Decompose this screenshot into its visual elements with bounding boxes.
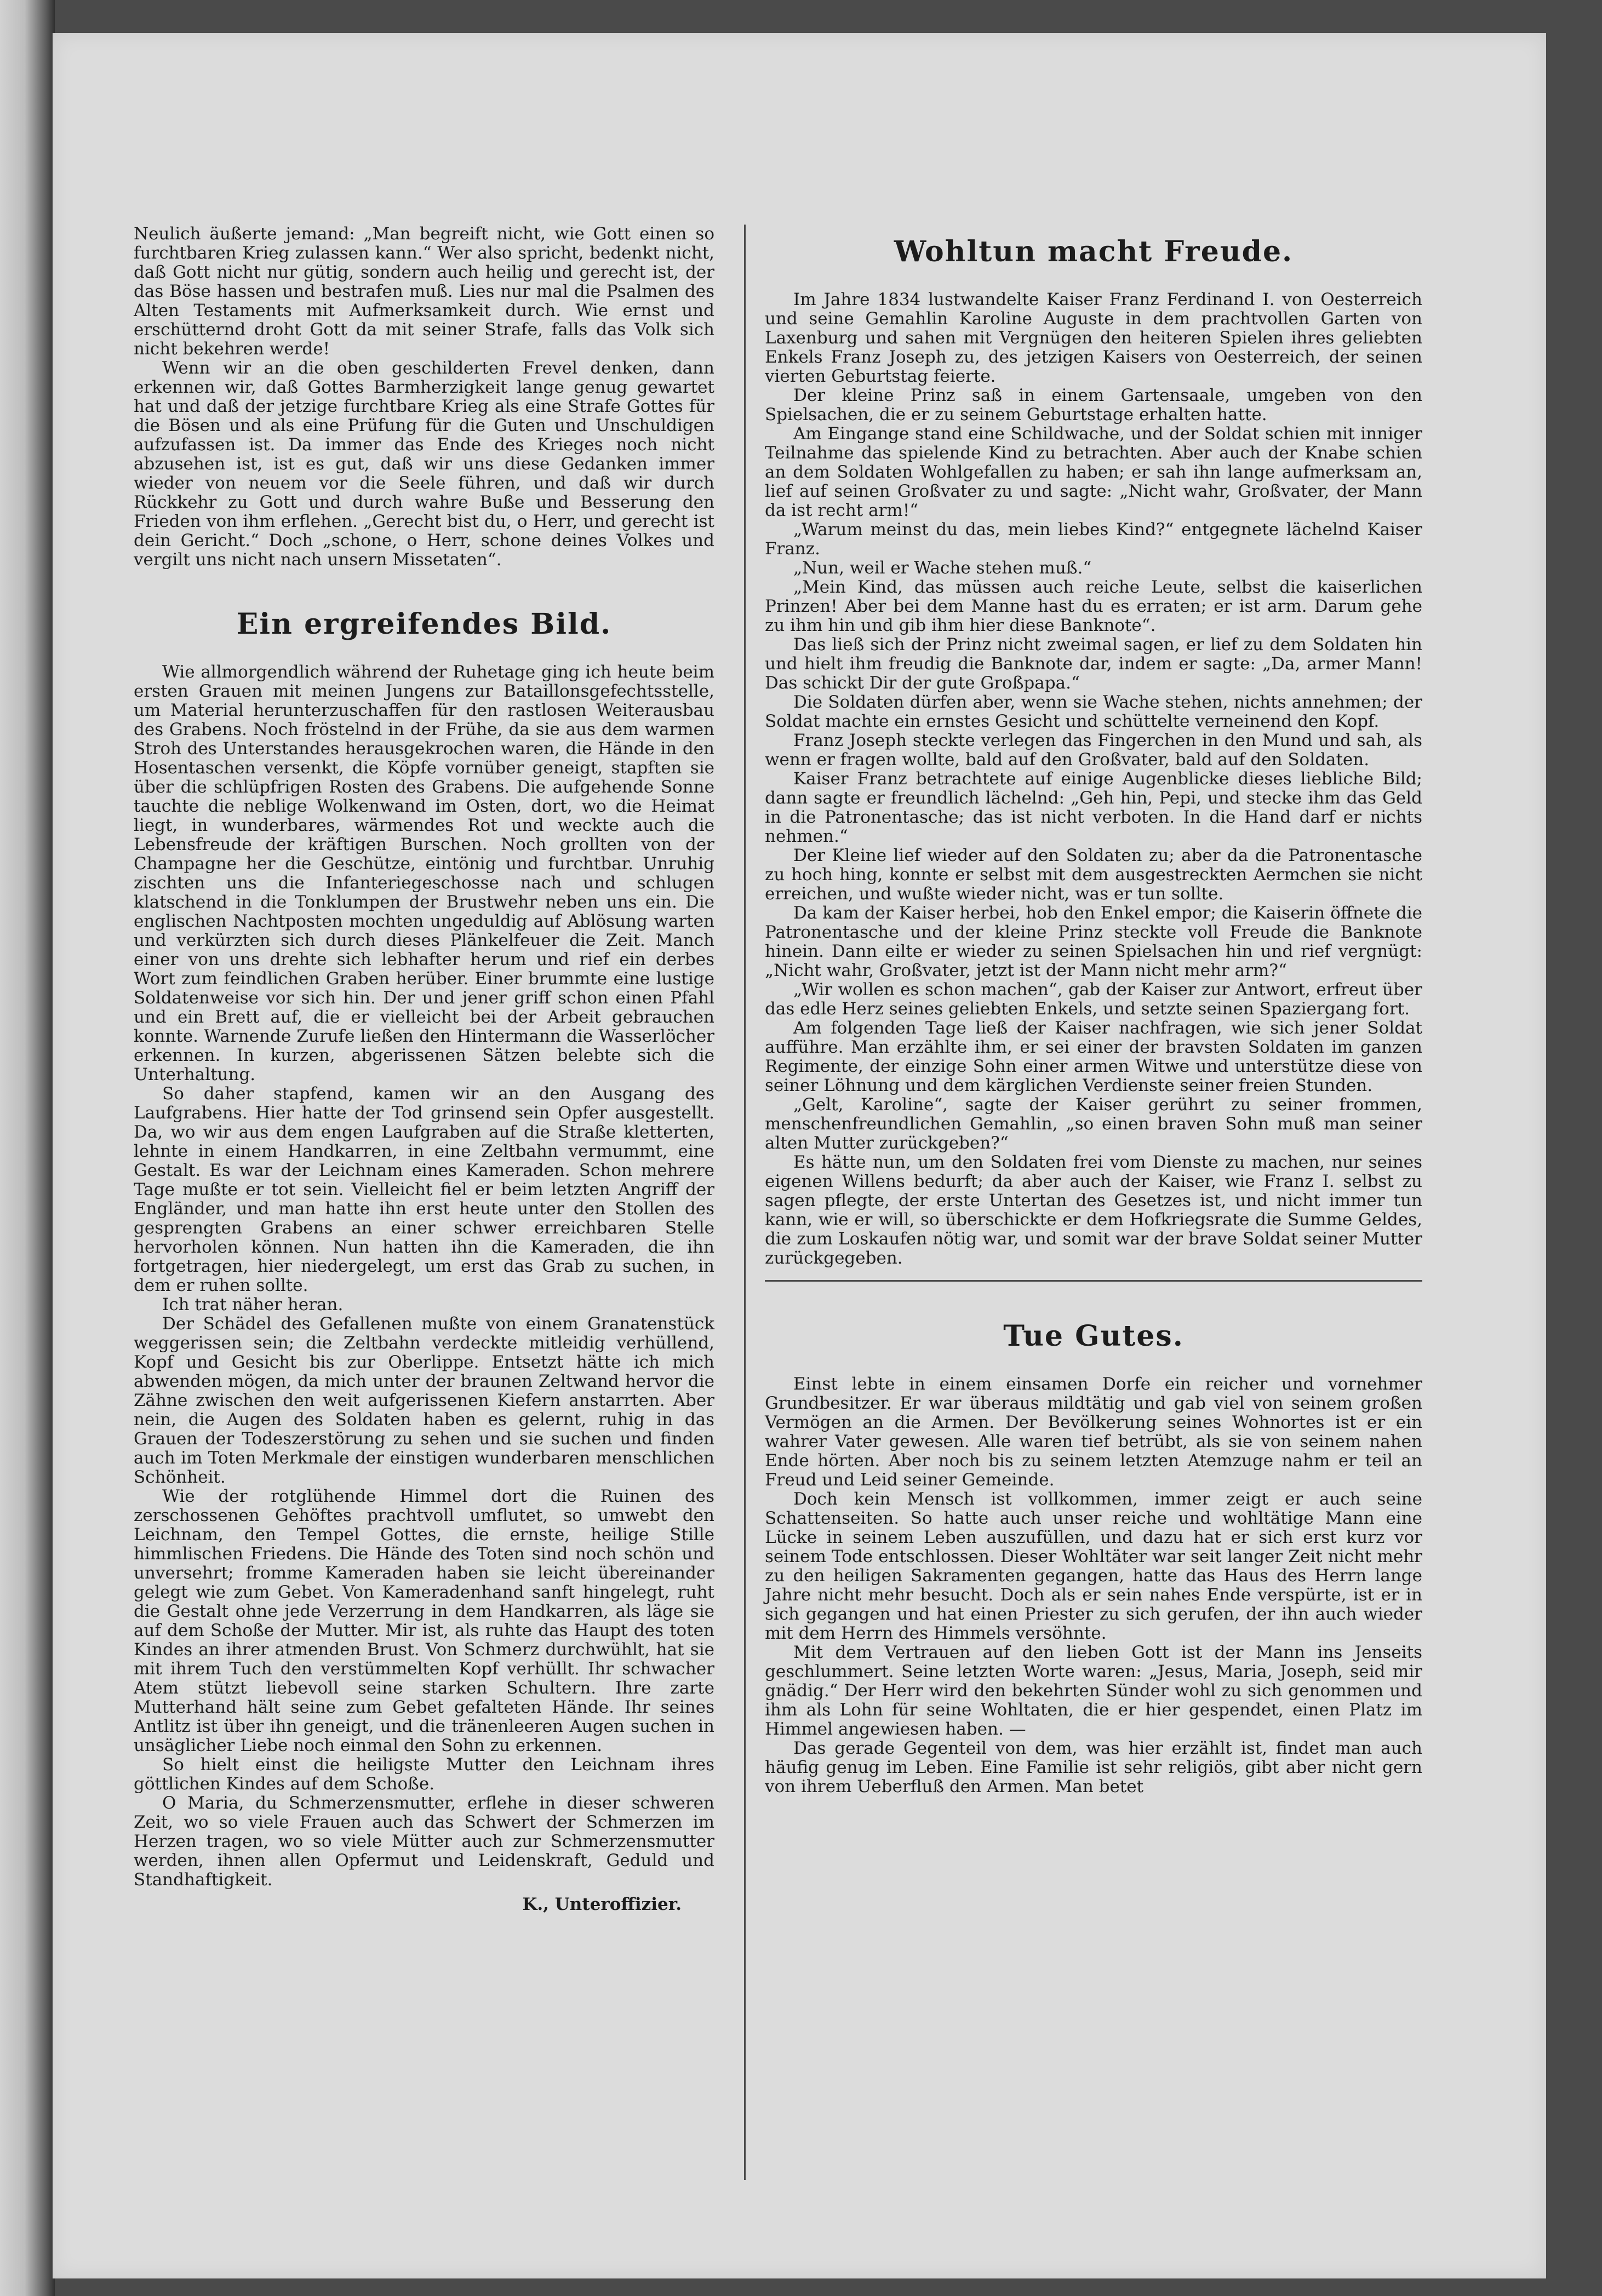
article-paragraph: Am Eingange stand eine Schildwache, und der Soldat schien mit inniger Teilnahme das spielende Kind zu betrachten. Aber auch der Knabe schien an dem Soldaten Wohlgefallen zu haben; er sah ihn lange aufmerksam an, lief auf seinen Großvater zu und sagte: „Nicht wahr, Großvater, der Mann da ist recht arm!“ <box>765 424 1422 520</box>
right-column <box>765 236 1422 1796</box>
article-paragraph: Das gerade Gegenteil von dem, was hier erzählt ist, findet man auch häufig genug im Leben. Eine Familie ist sehr religiös, gibt aber nicht gern von ihrem Ueberfluß den Armen. Man betet <box>765 1738 1422 1796</box>
column-divider <box>744 225 746 2180</box>
article-paragraph: „Nun, weil er Wache stehen muß.“ <box>793 558 1092 578</box>
author-signature: K., Unteroffizier. <box>522 1895 682 1914</box>
article-paragraph: Es hätte nun, um den Soldaten frei vom Dienste zu machen, nur seines eigenen Willens bedurft; da aber auch der Kaiser, wie Franz I. selbst zu sagen pflegte, der erste Untertan des Gesetzes ist, und nicht immer tun kann, wie er will, so überschickte er dem Hofkriegsrate die Summe Geldes, die zum Loskaufen nötig war, und somit war der brave Soldat seiner Mutter zurückgegeben. <box>765 1152 1422 1268</box>
left-column <box>134 225 714 1914</box>
article-paragraph: Am folgenden Tage ließ der Kaiser nachfragen, wie sich jener Soldat aufführe. Man erzählte ihm, er sei einer der bravsten Soldaten im ganzen Regimente, der einzige Sohn einer armen Witwe und unterstütze diese von seiner Löhnung und dem kärglichen Verdienste seiner freien Stunden. <box>765 1018 1422 1095</box>
article-paragraph: Die Soldaten dürfen aber, wenn sie Wache stehen, nichts annehmen; der Soldat machte ein ernstes Gesicht und schüttelte verneinend den Kopf. <box>765 692 1422 731</box>
article-heading-wohltun: Wohltun macht Freude. <box>894 235 1294 268</box>
article-paragraph: So hielt einst die heiligste Mutter den Leichnam ihres göttlichen Kindes auf dem Schoße. <box>134 1755 714 1794</box>
article-paragraph: Doch kein Mensch ist vollkommen, immer zeigt er auch seine Schattenseiten. So hatte auch unser reiche und wohltätige Mann eine Lücke in seinem Leben auszufüllen, und dazu hat er sich erst kurz vor seinem Tode entschlossen. Dieser Wohltäter war seit langer Zeit nicht mehr zu den heiligen Sakramenten gegangen, hatte das Haus des Herrn lange Jahre nicht mehr besucht. Doch als er sein nahes Ende verspürte, ist er in sich gegangen und hat einen Priester zu sich gerufen, der ihn auch wieder mit dem Herrn des Himmels versöhnte. <box>765 1489 1422 1643</box>
article-paragraph: Wie allmorgendlich während der Ruhetage ging ich heute beim ersten Grauen mit meinen Jungens zur Bataillonsgefechtsstelle, um Material herunterzuschaffen für den rastlosen Weiterausbau des Grabens. Noch fröstelnd in der Frühe, da sie aus dem warmen Stroh des Unterstandes herausgekrochen waren, die Hände in den Hosentaschen versenkt, die Köpfe vornüber geneigt, stapften sie über die schlüpfrigen Rosten des Grabens. Die aufgehende Sonne tauchte die neblige Wolkenwand im Osten, dort, wo die Heimat liegt, in wunderbares, wärmendes Rot und weckte auch die Lebensfreude der kräftigen Burschen. Noch grollten von der Champagne her die Geschütze, eintönig und furchtbar. Unruhig zischten uns die Infanteriegeschosse nach und schlugen klatschend in die Tonklumpen der Brustwehr neben uns ein. Die englischen Nachtposten mochten ungeduldig auf Ablösung warten und verkürzten sich durch dieses Plänkelfeuer die Zeit. Manch einer von uns drehte sich lebhafter herum und rief ein derbes Wort zum feindlichen Graben herüber. Einer brummte eine lustige Soldatenweise vor sich hin. Der und jener griff schon einen Pfahl und ein Brett auf, die er vielleicht bei der Arbeit gebrauchen konnte. Warnende Zurufe ließen den Hintermann die Wasserlöcher erkennen. In kurzen, abgerissenen Sätzen belebte sich die Unterhaltung. <box>134 662 714 1084</box>
article-paragraph: „Wir wollen es schon machen“, gab der Kaiser zur Antwort, erfreut über das edle Herz seines geliebten Enkels, und setzte seinen Spaziergang fort. <box>765 980 1422 1019</box>
previous-page-edge <box>0 0 55 2296</box>
article-paragraph: Im Jahre 1834 lustwandelte Kaiser Franz Ferdinand I. von Oesterreich und seine Gemahlin Karoline Auguste in dem prachtvollen Garten von Laxenburg und sahen mit Vergnügen den heiteren Spielen ihres geliebten Enkels Franz Joseph zu, des jetzigen Kaisers von Oesterreich, der seinen vierten Geburtstag feierte. <box>765 290 1422 386</box>
article-paragraph: So daher stapfend, kamen wir an den Ausgang des Laufgrabens. Hier hatte der Tod grinsend sein Opfer ausgestellt. Da, wo wir aus dem engen Laufgraben auf die Straße kletterten, lehnte in einem Handkarren, in eine Zeltbahn vermummt, eine Gestalt. Es war der Leichnam eines Kameraden. Schon mehrere Tage mußte er tot sein. Vielleicht fiel er beim letzten Angriff der Engländer, und man hatte ihn erst heute unter den Stollen des gesprengten Grabens an einer schwer erreichbaren Stelle hervorholen können. Nun hatten ihn die Kameraden, die ihn fortgetragen, hier niedergelegt, um erst das Grab zu suchen, in dem er ruhen sollte. <box>134 1084 714 1295</box>
article-paragraph: Da kam der Kaiser herbei, hob den Enkel empor; die Kaiserin öffnete die Patronentasche und der kleine Prinz steckte voll Freude die Banknote hinein. Dann eilte er wieder zu seinen Spielsachen hin und rief vergnügt: „Nicht wahr, Großvater, jetzt ist der Mann nicht mehr arm?“ <box>765 903 1422 980</box>
article-paragraph: Mit dem Vertrauen auf den lieben Gott ist der Mann ins Jenseits geschlummert. Seine letzten Worte waren: „Jesus, Maria, Joseph, seid mir gnädig.“ Der Herr wird den bekehrten Sünder wohl zu sich genommen und ihm als Lohn für seine Wohltaten, die er hier gespendet, einen Platz im Himmel angewiesen haben. — <box>765 1643 1422 1739</box>
article-paragraph: Kaiser Franz betrachtete auf einige Augenblicke dieses liebliche Bild; dann sagte er freundlich lächelnd: „Geh hin, Pepi, und stecke ihm das Geld in die Patronentasche; das ist nicht verboten. In die Hand darf er nichts nehmen.“ <box>765 769 1422 846</box>
article-paragraph: Franz Joseph steckte verlegen das Fingerchen in den Mund und sah, als wenn er fragen wollte, bald auf den Großvater, bald auf den Soldaten. <box>765 731 1422 770</box>
article-heading-tue-gutes: Tue Gutes. <box>1003 1319 1184 1353</box>
intro-paragraph: Wenn wir an die oben geschilderten Frevel denken, dann erkennen wir, daß Gottes Barmherzigkeit lange genug gewartet hat und daß der jetzige furchtbare Krieg als eine Strafe Gottes für die Bösen und als eine Prüfung für die Guten und Unschuldigen aufzufassen ist. Da immer das Ende des Krieges noch nicht abzusehen ist, ist es gut, daß wir uns diese Gedanken immer wieder von neuem vor die Seele führen, und daß wir durch Rückkehr zu Gott und durch wahre Buße und Besserung den Frieden von ihm erflehen. „Gerecht bist du, o Herr, und gerecht ist dein Gericht.“ Doch „schone, o Herr, schone deines Volkes und vergilt uns nicht nach unsern Missetaten“. <box>134 358 714 570</box>
section-rule <box>765 1280 1422 1282</box>
article-paragraph: Das ließ sich der Prinz nicht zweimal sagen, er lief zu dem Soldaten hin und hielt ihm freudig die Banknote dar, indem er sagte: „Da, armer Mann! Das schickt Dir der gute Großpapa.“ <box>765 635 1422 693</box>
article-paragraph: Der Kleine lief wieder auf den Soldaten zu; aber da die Patronentasche zu hoch hing, konnte er selbst mit dem ausgestreckten Aermchen sie nicht erreichen, und wußte wieder nicht, was er tun sollte. <box>765 846 1422 904</box>
article-paragraph: Der kleine Prinz saß in einem Gartensaale, umgeben von den Spielsachen, die er zu seinem Geburtstage erhalten hatte. <box>765 386 1422 424</box>
article-paragraph: Ich trat näher heran. <box>162 1295 344 1315</box>
article-paragraph: Wie der rotglühende Himmel dort die Ruinen des zerschossenen Gehöftes prachtvoll umflutet, so umwebt den Leichnam, den Tempel Gottes, die ernste, heilige Stille himmlischen Friedens. Die Hände des Toten sind noch schön und unversehrt; fromme Kameraden haben sie leicht übereinander gelegt wie zum Gebet. Von Kameradenhand sanft hingelegt, ruht die Gestalt ohne jede Verzerrung in dem Handkarren, als läge sie auf dem Schoße der Mutter. Mir ist, als ruhte das Haupt des toten Kindes an ihrer atmenden Brust. Von Schmerz durchwühlt, hat sie mit ihrem Tuch den verstümmelten Kopf verhüllt. Ihr schwacher Atem stützt liebevoll seine starken Schultern. Ihre zarte Mutterhand hält seine zum Gebet gefalteten Hände. Ihr seines Antlitz ist über ihn geneigt, und die tränenleeren Augen suchen in unsäglicher Liebe noch einmal den Sohn zu erkennen. <box>134 1486 714 1755</box>
article-paragraph: O Maria, du Schmerzensmutter, erflehe in dieser schweren Zeit, wo so viele Frauen auch das Schwert der Schmerzen im Herzen tragen, wo so viele Mütter auch zur Schmerzensmutter werden, ihnen allen Opfermut und Leidenskraft, Geduld und Standhaftigkeit. <box>134 1793 714 1890</box>
article-paragraph: „Gelt, Karoline“, sagte der Kaiser gerührt zu seiner frommen, menschenfreundlichen Gemahlin, „so einen braven Sohn muß man seiner alten Mutter zurückgeben?“ <box>765 1095 1422 1153</box>
article-paragraph: Einst lebte in einem einsamen Dorfe ein reicher und vornehmer Grundbesitzer. Er war überaus mildtätig und gab viel von seinem großen Vermögen an die Armen. Der Bevölkerung seines Wohnortes ist er ein wahrer Vater gewesen. Alle waren tief betrübt, als sie von seinem nahen Ende hörten. Aber noch bis zu seinem letzten Atemzuge nahm er teil an Freud und Leid seiner Gemeinde. <box>765 1374 1422 1490</box>
article-heading-bild: Ein ergreifendes Bild. <box>236 607 612 641</box>
article-paragraph: „Warum meinst du das, mein liebes Kind?“ entgegnete lächelnd Kaiser Franz. <box>765 520 1422 559</box>
newspaper-page <box>53 33 1546 2278</box>
article-paragraph: „Mein Kind, das müssen auch reiche Leute, selbst die kaiserlichen Prinzen! Aber bei dem Manne hast du es erraten; er ist arm. Darum gehe zu ihm hin und gib ihm hier diese Banknote“. <box>765 577 1422 635</box>
intro-paragraph: Neulich äußerte jemand: „Man begreift nicht, wie Gott einen so furchtbaren Krieg zulassen kann.“ Wer also spricht, bedenkt nicht, daß Gott nicht nur gütig, sondern auch heilig und gerecht ist, der das Böse hassen und bestrafen muß. Lies nur mal die Psalmen des Alten Testaments mit Aufmerksamkeit durch. Wie ernst und erschütternd droht Gott da mit seiner Strafe, falls das Volk sich nicht bekehren werde! <box>134 224 714 359</box>
article-paragraph: Der Schädel des Gefallenen mußte von einem Granatenstück weggerissen sein; die Zeltbahn verdeckte mitleidig verhüllend, Kopf und Gesicht bis zur Oberlippe. Entsetzt hätte ich mich abwenden mögen, da mich unter der braunen Zeltwand hervor die Zähne zwischen den weit aufgerissenen Kiefern anstarrten. Aber nein, die Augen des Soldaten haben es gelernt, ruhig in das Grauen der Todeszerstörung zu sehen und sie suchen und finden auch im Toten Merkmale der einstigen wunderbaren menschlichen Schönheit. <box>134 1314 714 1487</box>
